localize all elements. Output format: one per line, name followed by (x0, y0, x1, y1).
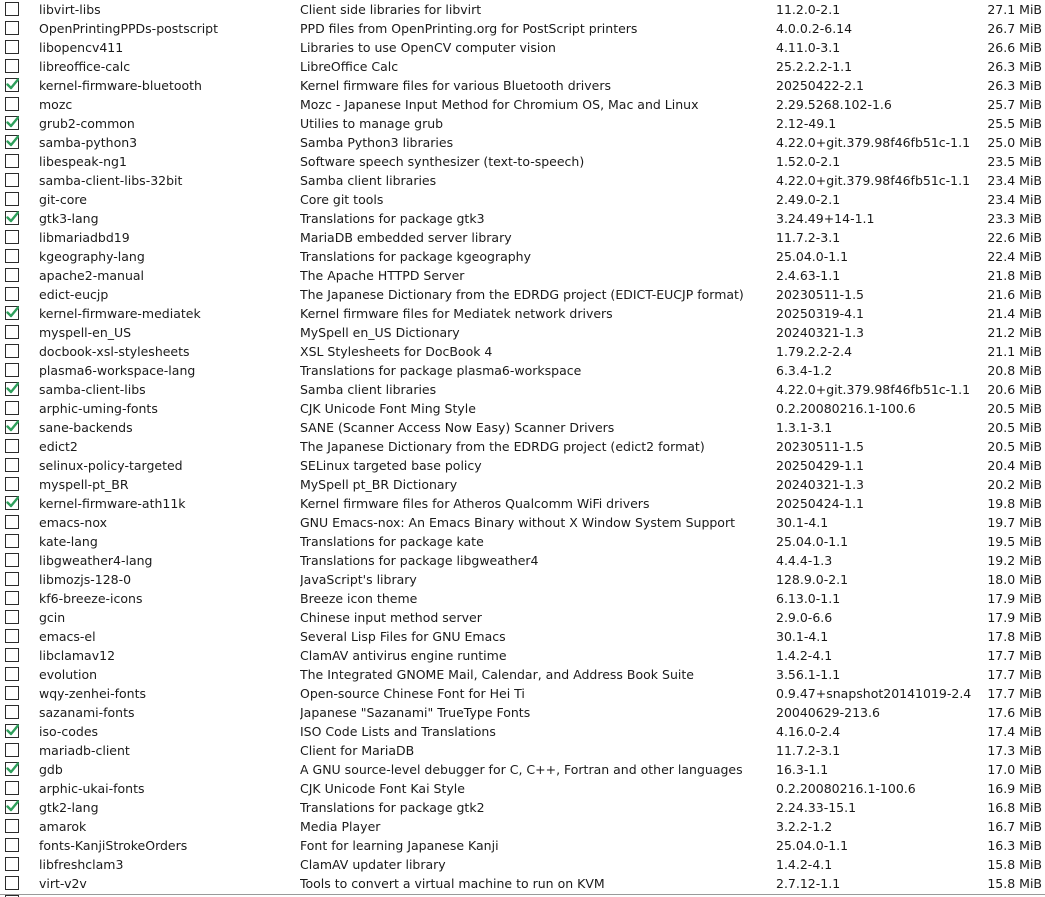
package-version: 20250319-4.1 (776, 306, 865, 321)
package-size: 21.6 MiB (987, 287, 1042, 302)
package-name: plasma6-workspace-lang (39, 363, 196, 378)
package-row[interactable] (0, 38, 1045, 57)
package-version: 20040629-213.6 (776, 705, 880, 720)
package-name: kernel-firmware-mediatek (39, 306, 201, 321)
package-size: 20.5 MiB (987, 420, 1042, 435)
package-version: 3.56.1-1.1 (776, 667, 841, 682)
package-version: 20240321-1.3 (776, 477, 865, 492)
package-name: mozc (39, 97, 73, 112)
package-size: 23.3 MiB (987, 211, 1042, 226)
package-version: 25.2.2.2-1.1 (776, 59, 853, 74)
package-row[interactable] (0, 475, 1045, 494)
package-summary: Utilies to manage grub (300, 116, 444, 131)
package-row[interactable] (0, 57, 1045, 76)
package-name: libfreshclam3 (39, 857, 124, 872)
package-summary: Japanese "Sazanami" TrueType Fonts (300, 705, 531, 720)
checkmark-icon (6, 306, 19, 319)
package-name: gdb (39, 762, 63, 777)
package-checkbox[interactable] (5, 325, 19, 339)
package-row[interactable] (0, 19, 1045, 38)
package-size: 16.7 MiB (987, 819, 1042, 834)
package-version: 3.2.2-1.2 (776, 819, 833, 834)
package-name: libespeak-ng1 (39, 154, 127, 169)
package-checkbox[interactable] (5, 876, 19, 890)
package-row[interactable] (0, 152, 1045, 171)
package-version: 2.7.12-1.1 (776, 876, 841, 891)
package-version: 4.22.0+git.379.98f46fb51c-1.1 (776, 173, 971, 188)
package-name: kate-lang (39, 534, 98, 549)
checkmark-icon (6, 724, 19, 737)
package-name: apache2-manual (39, 268, 145, 283)
package-summary: Translations for package kgeography (300, 249, 531, 264)
package-checkbox[interactable] (5, 800, 19, 814)
package-checkbox[interactable] (5, 857, 19, 871)
package-version: 20250422-2.1 (776, 78, 865, 93)
package-size: 17.9 MiB (987, 610, 1042, 625)
package-version: 1.52.0-2.1 (776, 154, 841, 169)
package-summary: GNU Emacs-nox: An Emacs Binary without X Window System Support (300, 515, 735, 530)
package-size: 19.5 MiB (987, 534, 1042, 549)
package-summary: SELinux targeted base policy (300, 458, 482, 473)
package-version: 2.24.33-15.1 (776, 800, 857, 815)
package-summary: Kernel firmware files for Mediatek network drivers (300, 306, 613, 321)
package-summary: The Japanese Dictionary from the EDRDG project (edict2 format) (300, 439, 705, 454)
package-summary: Translations for package plasma6-workspace (300, 363, 582, 378)
package-summary: XSL Stylesheets for DocBook 4 (300, 344, 493, 359)
package-name: wqy-zenhei-fonts (39, 686, 147, 701)
package-summary: Media Player (300, 819, 381, 834)
package-summary: CJK Unicode Font Ming Style (300, 401, 476, 416)
package-size: 23.5 MiB (987, 154, 1042, 169)
package-row[interactable] (0, 266, 1045, 285)
package-row[interactable] (0, 0, 1045, 19)
package-checkbox[interactable] (5, 154, 19, 168)
package-checkbox[interactable] (5, 458, 19, 472)
package-summary: Samba client libraries (300, 382, 437, 397)
package-name: gcin (39, 610, 66, 625)
package-summary: Mozc - Japanese Input Method for Chromium OS, Mac and Linux (300, 97, 699, 112)
package-row[interactable] (0, 760, 1045, 779)
package-version: 0.2.20080216.1-100.6 (776, 781, 916, 796)
package-name: fonts-KanjiStrokeOrders (39, 838, 188, 853)
package-checkbox[interactable] (5, 382, 19, 396)
package-name: mariadb-client (39, 743, 130, 758)
package-size: 22.4 MiB (987, 249, 1042, 264)
package-row[interactable] (0, 209, 1045, 228)
package-size: 20.2 MiB (987, 477, 1042, 492)
package-version: 16.3-1.1 (776, 762, 829, 777)
checkmark-icon (6, 211, 19, 224)
package-checkbox[interactable] (5, 116, 19, 130)
package-version: 20250429-1.1 (776, 458, 865, 473)
package-checkbox[interactable] (5, 591, 19, 605)
package-row[interactable] (0, 437, 1045, 456)
package-checkbox[interactable] (5, 230, 19, 244)
package-size: 20.5 MiB (987, 401, 1042, 416)
package-row[interactable] (0, 494, 1045, 513)
package-summary: Font for learning Japanese Kanji (300, 838, 499, 853)
package-size: 25.5 MiB (987, 116, 1042, 131)
package-name: emacs-nox (39, 515, 108, 530)
package-version: 0.2.20080216.1-100.6 (776, 401, 916, 416)
package-size: 18.0 MiB (987, 572, 1042, 587)
package-version: 30.1-4.1 (776, 629, 829, 644)
package-size: 17.3 MiB (987, 743, 1042, 758)
package-row[interactable] (0, 836, 1045, 855)
package-checkbox[interactable] (5, 610, 19, 624)
package-size: 17.7 MiB (987, 648, 1042, 663)
checkmark-icon (6, 135, 19, 148)
package-name: libmariadbd19 (39, 230, 130, 245)
package-checkbox[interactable] (5, 97, 19, 111)
package-size: 22.6 MiB (987, 230, 1042, 245)
package-version: 20230511-1.5 (776, 287, 865, 302)
package-row[interactable] (0, 646, 1045, 665)
package-checkbox[interactable] (5, 724, 19, 738)
package-checkbox[interactable] (5, 59, 19, 73)
package-summary: Samba client libraries (300, 173, 437, 188)
checkmark-icon (6, 762, 19, 775)
package-size: 21.2 MiB (987, 325, 1042, 340)
package-checkbox[interactable] (5, 211, 19, 225)
package-row[interactable] (0, 228, 1045, 247)
package-checkbox[interactable] (5, 572, 19, 586)
package-name: iso-codes (39, 724, 99, 739)
package-checkbox[interactable] (5, 306, 19, 320)
package-checkbox[interactable] (5, 40, 19, 54)
package-version: 25.04.0-1.1 (776, 838, 849, 853)
package-row[interactable] (0, 627, 1045, 646)
package-summary: SANE (Scanner Access Now Easy) Scanner Drivers (300, 420, 615, 435)
package-row[interactable] (0, 703, 1045, 722)
package-version: 4.11.0-3.1 (776, 40, 841, 55)
package-size: 16.3 MiB (987, 838, 1042, 853)
package-checkbox[interactable] (5, 838, 19, 852)
package-row[interactable] (0, 741, 1045, 760)
package-version: 6.3.4-1.2 (776, 363, 833, 378)
package-checkbox[interactable] (5, 667, 19, 681)
package-row[interactable] (0, 133, 1045, 152)
package-version: 30.1-4.1 (776, 515, 829, 530)
package-size: 17.6 MiB (987, 705, 1042, 720)
package-name: amarok (39, 819, 87, 834)
package-size: 17.0 MiB (987, 762, 1042, 777)
package-row[interactable] (0, 342, 1045, 361)
package-checkbox[interactable] (5, 648, 19, 662)
package-checkbox[interactable] (5, 268, 19, 282)
package-row[interactable] (0, 418, 1045, 437)
package-size: 17.7 MiB (987, 667, 1042, 682)
package-row[interactable] (0, 285, 1045, 304)
package-name: libreoffice-calc (39, 59, 131, 74)
checkmark-icon (6, 78, 19, 91)
package-name: edict-eucjp (39, 287, 109, 302)
package-summary: Tools to convert a virtual machine to run on KVM (300, 876, 605, 891)
package-size: 15.8 MiB (987, 857, 1042, 872)
package-size: 23.4 MiB (987, 192, 1042, 207)
package-version: 2.9.0-6.6 (776, 610, 833, 625)
package-summary: ClamAV antivirus engine runtime (300, 648, 507, 663)
package-size: 19.7 MiB (987, 515, 1042, 530)
package-summary: ClamAV updater library (300, 857, 446, 872)
checkmark-icon (6, 496, 19, 509)
package-checkbox[interactable] (5, 363, 19, 377)
checkmark-icon (6, 420, 19, 433)
package-row[interactable] (0, 76, 1045, 95)
package-version: 2.49.0-2.1 (776, 192, 841, 207)
package-version: 11.7.2-3.1 (776, 743, 841, 758)
package-row[interactable] (0, 608, 1045, 627)
package-checkbox[interactable] (5, 287, 19, 301)
checkmark-icon (6, 116, 19, 129)
package-name: virt-v2v (39, 876, 87, 891)
package-version: 4.4.4-1.3 (776, 553, 833, 568)
package-version: 4.22.0+git.379.98f46fb51c-1.1 (776, 382, 971, 397)
checkmark-icon (6, 382, 19, 395)
package-summary: Open-source Chinese Font for Hei Ti (300, 686, 525, 701)
package-name: myspell-en_US (39, 325, 132, 340)
package-checkbox[interactable] (5, 553, 19, 567)
package-checkbox[interactable] (5, 743, 19, 757)
package-row[interactable] (0, 323, 1045, 342)
package-version: 1.4.2-4.1 (776, 648, 833, 663)
package-size: 23.4 MiB (987, 173, 1042, 188)
package-row[interactable] (0, 532, 1045, 551)
package-version: 4.22.0+git.379.98f46fb51c-1.1 (776, 135, 971, 150)
package-name: gtk3-lang (39, 211, 99, 226)
package-row[interactable] (0, 855, 1045, 874)
package-version: 2.29.5268.102-1.6 (776, 97, 892, 112)
package-name: libclamav12 (39, 648, 116, 663)
package-checkbox[interactable] (5, 496, 19, 510)
package-row[interactable] (0, 456, 1045, 475)
package-summary: Samba Python3 libraries (300, 135, 454, 150)
package-checkbox[interactable] (5, 173, 19, 187)
package-checkbox[interactable] (5, 515, 19, 529)
package-summary: Translations for package gtk3 (300, 211, 485, 226)
package-summary: Chinese input method server (300, 610, 482, 625)
package-name: arphic-ukai-fonts (39, 781, 145, 796)
package-size: 27.1 MiB (987, 2, 1042, 17)
package-name: libmozjs-128-0 (39, 572, 132, 587)
package-summary: ISO Code Lists and Translations (300, 724, 496, 739)
package-summary: MySpell pt_BR Dictionary (300, 477, 458, 492)
package-summary: Translations for package kate (300, 534, 484, 549)
package-summary: Translations for package libgweather4 (300, 553, 539, 568)
package-row[interactable] (0, 399, 1045, 418)
package-row[interactable] (0, 722, 1045, 741)
package-row[interactable] (0, 361, 1045, 380)
package-name: sane-backends (39, 420, 133, 435)
package-summary: MariaDB embedded server library (300, 230, 512, 245)
package-version: 11.7.2-3.1 (776, 230, 841, 245)
package-version: 1.79.2.2-2.4 (776, 344, 853, 359)
package-row[interactable] (0, 513, 1045, 532)
package-version: 2.12-49.1 (776, 116, 837, 131)
package-summary: Core git tools (300, 192, 384, 207)
package-name: samba-client-libs (39, 382, 146, 397)
package-name: sazanami-fonts (39, 705, 135, 720)
package-name: kernel-firmware-bluetooth (39, 78, 202, 93)
package-summary: The Apache HTTPD Server (300, 268, 465, 283)
package-version: 1.4.2-4.1 (776, 857, 833, 872)
package-name: libopencv411 (39, 40, 124, 55)
package-checkbox[interactable] (5, 534, 19, 548)
package-summary: Kernel firmware files for Atheros Qualcomm WiFi drivers (300, 496, 650, 511)
package-name: kgeography-lang (39, 249, 145, 264)
package-summary: JavaScript's library (300, 572, 417, 587)
checkmark-icon (6, 800, 19, 813)
package-size: 21.4 MiB (987, 306, 1042, 321)
package-name: arphic-uming-fonts (39, 401, 158, 416)
package-name: kernel-firmware-ath11k (39, 496, 186, 511)
package-summary: LibreOffice Calc (300, 59, 399, 74)
package-row[interactable] (0, 114, 1045, 133)
package-row[interactable] (0, 171, 1045, 190)
package-name: edict2 (39, 439, 78, 454)
package-version: 0.9.47+snapshot20141019-2.4 (776, 686, 972, 701)
package-checkbox[interactable] (5, 629, 19, 643)
package-row[interactable] (0, 95, 1045, 114)
package-summary: Client side libraries for libvirt (300, 2, 482, 17)
package-summary: Several Lisp Files for GNU Emacs (300, 629, 506, 644)
package-row[interactable] (0, 665, 1045, 684)
package-version: 6.13.0-1.1 (776, 591, 841, 606)
package-size: 20.5 MiB (987, 439, 1042, 454)
package-version: 11.2.0-2.1 (776, 2, 841, 17)
package-name: samba-client-libs-32bit (39, 173, 183, 188)
package-size: 20.4 MiB (987, 458, 1042, 473)
package-size: 21.8 MiB (987, 268, 1042, 283)
package-checkbox[interactable] (5, 192, 19, 206)
package-name: evolution (39, 667, 98, 682)
package-checkbox[interactable] (5, 401, 19, 415)
package-version: 20250424-1.1 (776, 496, 865, 511)
package-size: 25.0 MiB (987, 135, 1042, 150)
package-version: 4.0.0.2-6.14 (776, 21, 853, 36)
package-checkbox[interactable] (5, 78, 19, 92)
package-summary: Translations for package gtk2 (300, 800, 485, 815)
package-checkbox[interactable] (5, 705, 19, 719)
package-checkbox[interactable] (5, 781, 19, 795)
package-size: 17.7 MiB (987, 686, 1042, 701)
package-row[interactable] (0, 874, 1045, 893)
package-row[interactable] (0, 247, 1045, 266)
package-size: 26.3 MiB (987, 59, 1042, 74)
package-row[interactable] (0, 551, 1045, 570)
package-version: 20240321-1.3 (776, 325, 865, 340)
package-size: 20.6 MiB (987, 382, 1042, 397)
package-checkbox[interactable] (5, 249, 19, 263)
package-checkbox[interactable] (5, 2, 19, 16)
package-checkbox[interactable] (5, 686, 19, 700)
package-row[interactable] (0, 570, 1045, 589)
package-summary: The Japanese Dictionary from the EDRDG project (EDICT-EUCJP format) (300, 287, 744, 302)
package-size: 17.4 MiB (987, 724, 1042, 739)
package-size: 20.8 MiB (987, 363, 1042, 378)
package-checkbox[interactable] (5, 439, 19, 453)
package-size: 19.8 MiB (987, 496, 1042, 511)
package-summary: Client for MariaDB (300, 743, 415, 758)
package-row[interactable] (0, 190, 1045, 209)
package-size: 26.7 MiB (987, 21, 1042, 36)
package-summary: Kernel firmware files for various Bluetooth drivers (300, 78, 611, 93)
package-row[interactable] (0, 817, 1045, 836)
package-version: 20230511-1.5 (776, 439, 865, 454)
package-name: libgweather4-lang (39, 553, 153, 568)
package-summary: PPD files from OpenPrinting.org for PostScript printers (300, 21, 638, 36)
package-version: 128.9.0-2.1 (776, 572, 849, 587)
package-name: docbook-xsl-stylesheets (39, 344, 190, 359)
package-checkbox[interactable] (5, 819, 19, 833)
package-row[interactable] (0, 380, 1045, 399)
package-version: 1.3.1-3.1 (776, 420, 833, 435)
package-name: git-core (39, 192, 87, 207)
package-summary: Software speech synthesizer (text-to-speech) (300, 154, 585, 169)
package-size: 26.3 MiB (987, 78, 1042, 93)
package-size: 25.7 MiB (987, 97, 1042, 112)
package-checkbox[interactable] (5, 21, 19, 35)
package-version: 3.24.49+14-1.1 (776, 211, 875, 226)
package-checkbox[interactable] (5, 477, 19, 491)
package-size: 26.6 MiB (987, 40, 1042, 55)
package-name: selinux-policy-targeted (39, 458, 183, 473)
package-name: myspell-pt_BR (39, 477, 129, 492)
package-checkbox[interactable] (5, 762, 19, 776)
package-size: 16.8 MiB (987, 800, 1042, 815)
package-version: 25.04.0-1.1 (776, 534, 849, 549)
package-version: 4.16.0-2.4 (776, 724, 841, 739)
package-row[interactable] (0, 304, 1045, 323)
package-summary: MySpell en_US Dictionary (300, 325, 460, 340)
package-row[interactable] (0, 779, 1045, 798)
package-summary: Breeze icon theme (300, 591, 418, 606)
package-size: 19.2 MiB (987, 553, 1042, 568)
package-size: 17.9 MiB (987, 591, 1042, 606)
package-name: gtk2-lang (39, 800, 99, 815)
package-summary: Libraries to use OpenCV computer vision (300, 40, 556, 55)
package-size: 17.8 MiB (987, 629, 1042, 644)
package-summary: A GNU source-level debugger for C, C++, Fortran and other languages (300, 762, 743, 777)
package-checkbox[interactable] (5, 420, 19, 434)
package-summary: The Integrated GNOME Mail, Calendar, and Address Book Suite (300, 667, 694, 682)
package-name: OpenPrintingPPDs-postscript (39, 21, 219, 36)
package-row[interactable] (0, 589, 1045, 608)
package-size: 15.8 MiB (987, 876, 1042, 891)
package-name: samba-python3 (39, 135, 138, 150)
package-size: 21.1 MiB (987, 344, 1042, 359)
package-size: 16.9 MiB (987, 781, 1042, 796)
package-row[interactable] (0, 684, 1045, 703)
package-name: grub2-common (39, 116, 135, 131)
package-checkbox[interactable] (5, 135, 19, 149)
package-name: kf6-breeze-icons (39, 591, 143, 606)
package-summary: CJK Unicode Font Kai Style (300, 781, 465, 796)
package-row[interactable] (0, 798, 1045, 817)
package-name: emacs-el (39, 629, 96, 644)
package-version: 2.4.63-1.1 (776, 268, 841, 283)
package-name: libvirt-libs (39, 2, 101, 17)
package-version: 25.04.0-1.1 (776, 249, 849, 264)
package-checkbox[interactable] (5, 344, 19, 358)
